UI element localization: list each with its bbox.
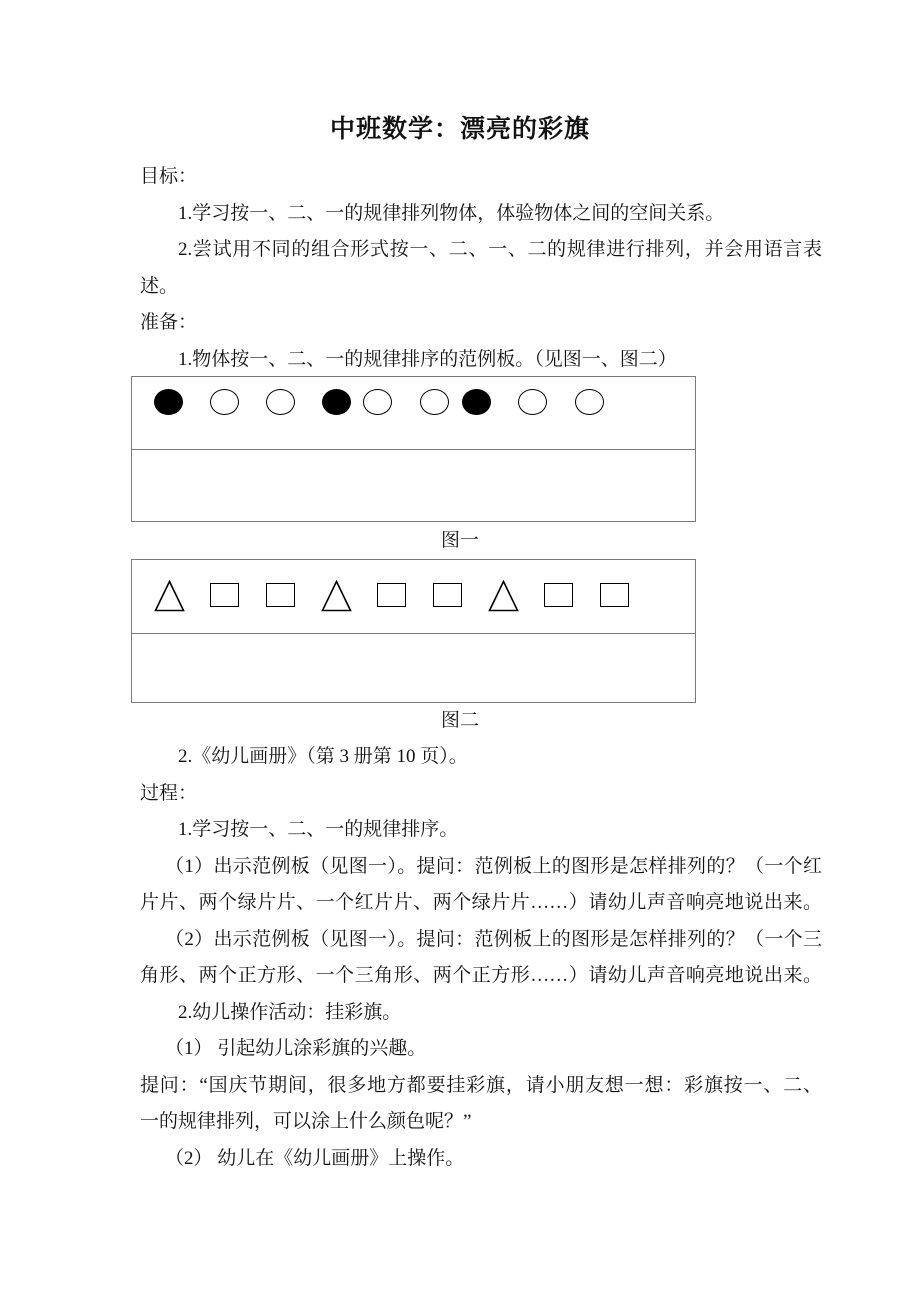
text-line: 2.尝试用不同的组合形式按一、二、一、二的规律进行排列，并会用语言表 [178, 239, 822, 260]
text-line: 过程： [140, 782, 198, 804]
square-icon [210, 583, 239, 607]
figure1-caption: 图一 [440, 530, 479, 551]
square-icon [377, 583, 406, 607]
text-line: 1.学习按一、二、一的规律排序。 [178, 819, 459, 840]
text-line: 一的规律排列，可以涂上什么颜色呢？” [140, 1111, 472, 1132]
text-line: 1.物体按一、二、一的规律排序的范例板。（见图一、图二） [178, 348, 677, 370]
square-icon [433, 583, 462, 607]
figure1-example-board [131, 376, 696, 522]
text-line: （2） 幼儿在《幼儿画册》上操作。 [165, 1147, 465, 1169]
square-icon [600, 583, 629, 607]
square-icon [266, 583, 295, 607]
filled-circle-icon [462, 389, 491, 415]
text-line: 2.《幼儿画册》（第 3 册第 10 页）。 [178, 746, 468, 767]
text-line: 述。 [140, 275, 179, 297]
text-line: 准备： [140, 312, 198, 333]
text-line: 提问：“国庆节期间，很多地方都要挂彩旗，请小朋友想一想：彩旗按一、二、 [140, 1074, 822, 1096]
triangle-icon [321, 580, 352, 612]
figure1-divider [132, 449, 695, 450]
empty-circle-icon [363, 389, 392, 415]
figure2-example-board [131, 559, 696, 703]
empty-circle-icon [420, 389, 449, 415]
text-line: （2）出示范例板（见图一）。提问：范例板上的图形是怎样排列的？（一个三 [165, 928, 822, 950]
empty-circle-icon [266, 389, 295, 415]
text-line: （1）出示范例板（见图一）。提问：范例板上的图形是怎样排列的？（一个红 [165, 855, 822, 877]
text-line: 2.幼儿操作活动：挂彩旗。 [178, 1001, 402, 1023]
empty-circle-icon [575, 389, 604, 415]
text-line: 片片、两个绿片片、一个红片片、两个绿片片……）请幼儿声音响亮地说出来。 [140, 892, 822, 913]
text-line: 角形、两个正方形、一个三角形、两个正方形……）请幼儿声音响亮地说出来。 [140, 965, 822, 986]
square-icon [544, 583, 573, 607]
text-line: （1） 引起幼儿涂彩旗的兴趣。 [165, 1038, 427, 1059]
empty-circle-icon [518, 389, 547, 415]
filled-circle-icon [322, 389, 351, 415]
figure2-caption: 图二 [440, 710, 479, 731]
text-line: 1.学习按一、二、一的规律排列物体，体验物体之间的空间关系。 [178, 202, 725, 224]
empty-circle-icon [210, 389, 239, 415]
text-line: 目标： [140, 166, 198, 187]
triangle-icon [154, 580, 185, 612]
triangle-icon [488, 580, 519, 612]
document-title: 中班数学：漂亮的彩旗 [329, 116, 590, 143]
figure2-divider [132, 633, 695, 634]
filled-circle-icon [154, 389, 183, 415]
